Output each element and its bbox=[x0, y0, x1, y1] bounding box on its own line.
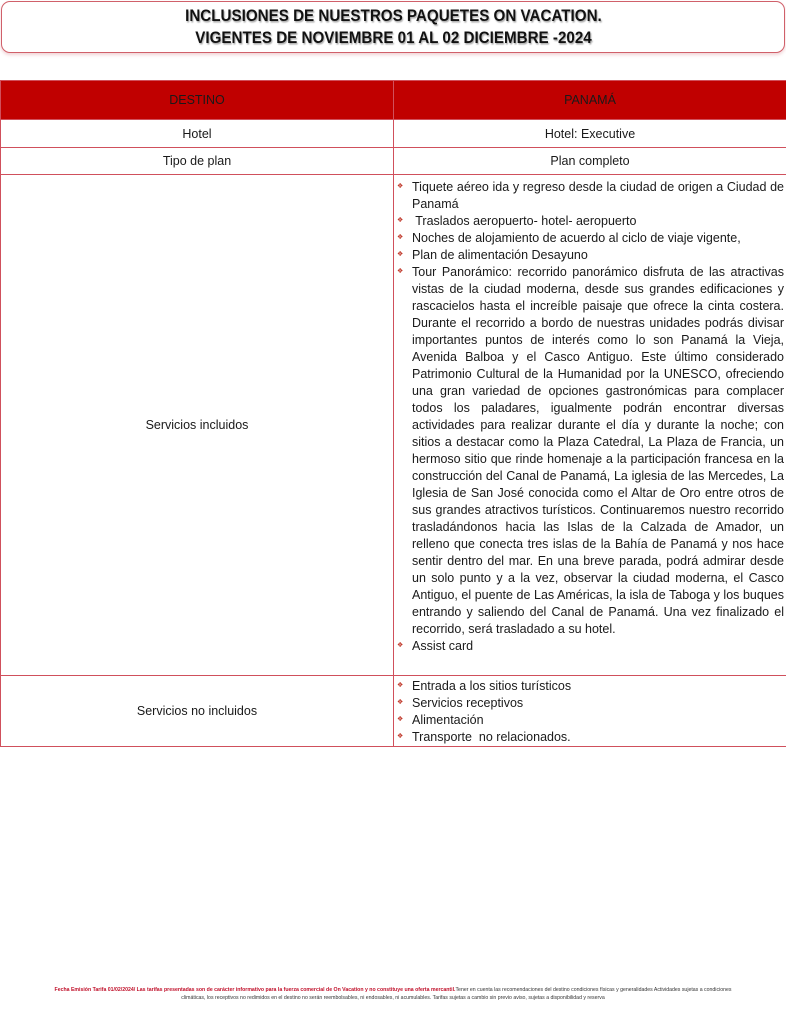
included-services-list bbox=[394, 175, 786, 675]
page-title: INCLUSIONES DE NUESTROS PAQUETES ON VACATION. bbox=[184, 7, 602, 25]
plan-value: Plan completo bbox=[394, 148, 786, 175]
diamond-bullet-icon: ❖ bbox=[397, 268, 404, 275]
diamond-bullet-icon: ❖ bbox=[397, 682, 404, 689]
diamond-bullet-icon: ❖ bbox=[397, 733, 404, 740]
row-label-included: Servicios incluidos bbox=[1, 175, 394, 676]
not-included-services-list bbox=[394, 676, 786, 746]
diamond-bullet-icon: ❖ bbox=[397, 642, 404, 649]
row-label-plan: Tipo de plan bbox=[1, 148, 394, 175]
table-header-row bbox=[1, 81, 786, 120]
table-row-included-services bbox=[1, 175, 786, 676]
list-item: ❖ Traslados aeropuerto- hotel- aeropuerto bbox=[397, 214, 637, 228]
disclaimer-red-text: Fecha Emisión Tarifa 01/02/2024/ Las tarifas presentadas son de carácter informativo para la fuerza comercial de On Vacation y no constituye una oferta mercantil. bbox=[54, 987, 456, 993]
diamond-bullet-icon: ❖ bbox=[397, 716, 404, 723]
list-item: ❖ Servicios receptivos bbox=[397, 696, 524, 710]
diamond-bullet-icon: ❖ bbox=[397, 217, 404, 224]
not-included-services-cell bbox=[394, 676, 786, 747]
diamond-bullet-icon: ❖ bbox=[397, 234, 404, 241]
list-item: ❖ Entrada a los sitios turísticos bbox=[397, 679, 572, 693]
validity-subtitle: VIGENTES DE NOVIEMBRE 01 AL 02 DICIEMBRE -2024 bbox=[194, 29, 592, 47]
list-item: ❖ Alimentación bbox=[397, 713, 484, 727]
row-label-hotel: Hotel bbox=[1, 120, 394, 148]
list-item: ❖ Transporte no relacionados. bbox=[397, 730, 571, 744]
disclaimer-footer bbox=[0, 986, 786, 1002]
disclaimer-text-1: Tener en cuenta las recomendaciones del destino condiciones físicas y generalidades Actividades sujetas a condiciones bbox=[455, 987, 732, 993]
disclaimer-text-2: climáticas, los receptivos no redimidos en el destino no serán reembolsables, ni endosables, ni acumulables. Tarifas sujetas a cambio sin previo aviso, sujetas a disponibilidad y reserva bbox=[181, 995, 605, 1001]
table-row-not-included-services bbox=[1, 676, 786, 747]
column-header-panama: PANAMÁ bbox=[394, 81, 786, 120]
list-item: ❖ Tiquete aéreo ida y regreso desde la ciudad de origen a Ciudad de Panamá bbox=[397, 180, 784, 211]
column-header-destino: DESTINO bbox=[1, 81, 394, 120]
table-row-plan bbox=[1, 148, 786, 175]
hotel-value: Hotel: Executive bbox=[394, 120, 786, 148]
diamond-bullet-icon: ❖ bbox=[397, 251, 404, 258]
list-item: ❖ Noches de alojamiento de acuerdo al ciclo de viaje vigente, bbox=[397, 231, 741, 245]
inclusions-table bbox=[0, 80, 786, 747]
diamond-bullet-icon: ❖ bbox=[397, 699, 404, 706]
title-banner bbox=[1, 1, 785, 53]
row-label-not-included: Servicios no incluidos bbox=[1, 676, 394, 747]
list-item: ❖ Tour Panorámico: recorrido panorámico disfruta de las atractivas vistas de la ciudad moderna, desde sus grandes edificaciones y rascacielos hasta el increíble paisaje que ofrece la cinta costera. Durante el recorrido a bordo de nuestras unidades podrás divisar importantes puntos de interés como lo son Panamá la Vieja, Avenida Balboa y el Casco Antiguo. Este último considerado Patrimonio Cultural de la Humanidad por la UNESCO, ofreciendo una gran variedad de opciones gastronómicas para complacer todos los paladares, igualmente podrán encontrar diversas actividades para realizar durante el día y durante la noche; con sitios a destacar como la Plaza Catedral, La Plaza de Francia, un hermoso sitio que rinde homenaje a la participación francesa en la construcción del Canal de Panamá, La iglesia de las Mercedes, La Iglesia de San José conocida como el Altar de Oro entre otros de sus grandes atractivos turísticos. Continuaremos nuestro recorrido trasladándonos hacia las Islas de la Calzada de Amador, un relleno que conecta tres islas de la Bahía de Panamá y nos hace sentir dentro del mar. En una breve parada, podrá admirar desde un solo punto y a la vez, observar la ciudad moderna, el Casco Antiguo, el puente de Las Américas, la isla de Taboga y los buques entrando y saliendo del Canal de Panamá. Una vez finalizado el recorrido, será trasladado a su hotel. bbox=[397, 265, 784, 636]
diamond-bullet-icon: ❖ bbox=[397, 183, 404, 190]
table-row-hotel bbox=[1, 120, 786, 148]
included-services-cell bbox=[394, 175, 786, 676]
list-item: ❖ Plan de alimentación Desayuno bbox=[397, 248, 588, 262]
list-item: ❖ Assist card bbox=[397, 639, 474, 653]
